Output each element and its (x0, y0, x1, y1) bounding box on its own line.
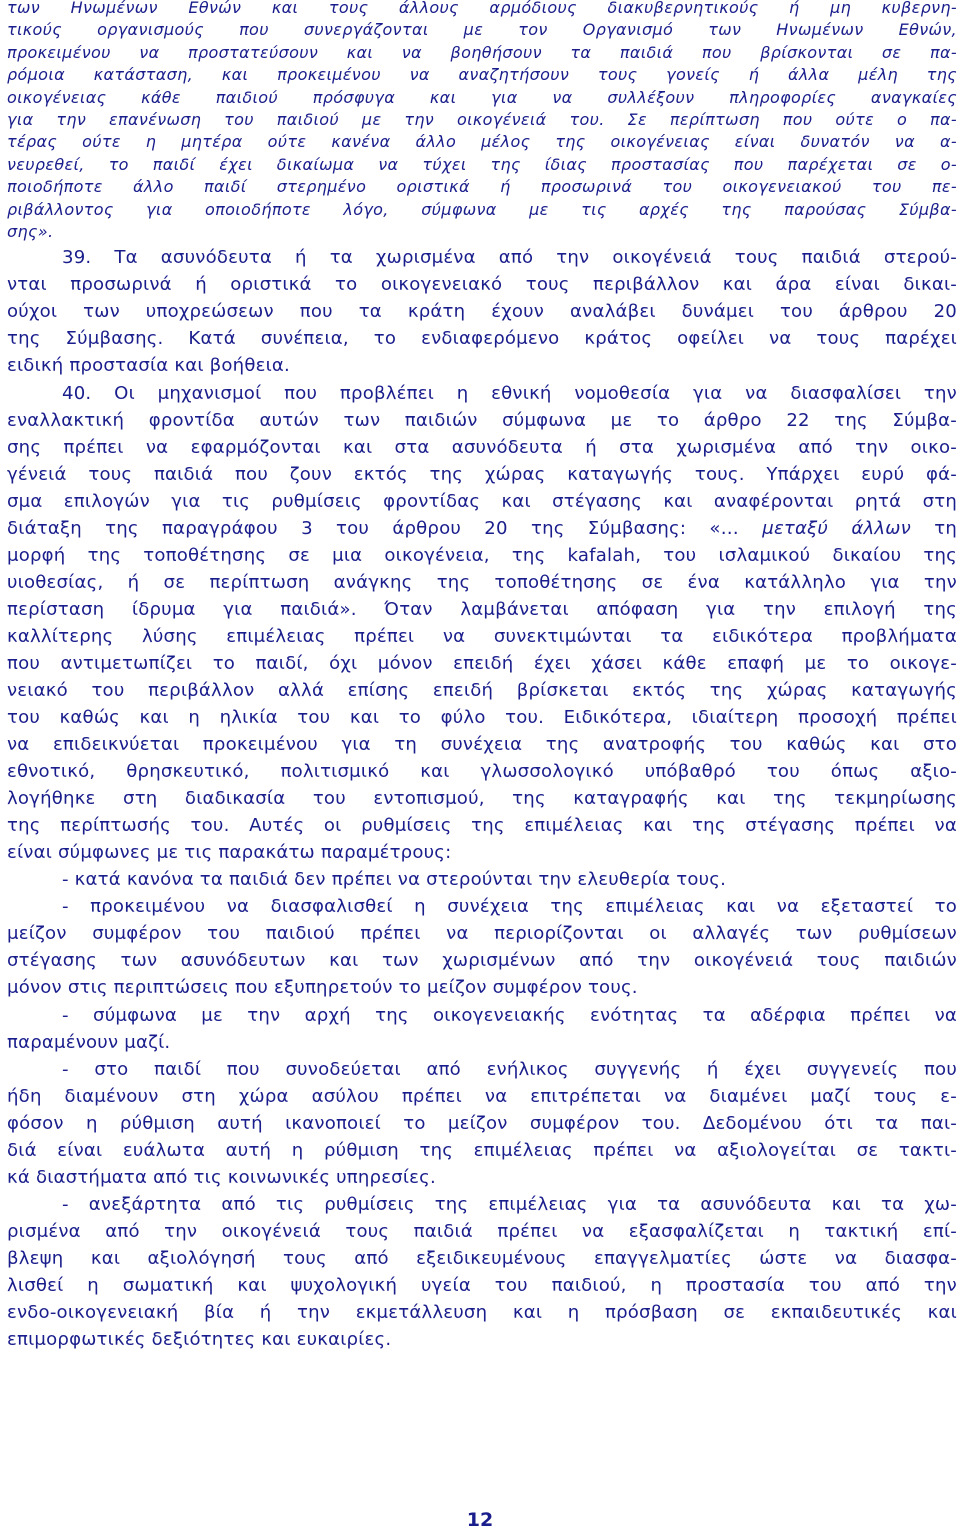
paragraph-40-line: νειακό του περιβάλλον αλλά επίσης επειδή βρίσκεται εκτός της χώρας καταγωγής (7, 680, 957, 701)
paragraph-40-line: εναλλακτική φροντίδα αυτών των παιδιών σύμφωνα με το άρθρο 22 της Σύμβα- (7, 410, 957, 431)
bullet-item-line: φόσον η ρύθμιση αυτή ικανοποιεί το μείζον συμφέρον του. Δεδομένου ότι τα παι- (7, 1113, 957, 1134)
quote-line: προκειμένου να προστατεύσουν και να βοηθήσουν τα παιδιά που βρίσκονται σε πα- (7, 43, 957, 62)
paragraph-40-line: λογήθηκε στη διαδικασία του εντοπισμού, της καταγραφής και της τεκμηρίωσης (7, 788, 957, 809)
paragraph-40-line: υιοθεσίας, ή σε περίπτωση ανάγκης της τοποθέτησης σε ένα κατάλληλο για την (7, 572, 957, 593)
paragraph-40-line: του καθώς και η ηλικία του και το φύλο του. Ειδικότερα, ιδιαίτερη προσοχή πρέπει (7, 707, 957, 728)
quote-line: ριβάλλοντος για οποιοδήποτε λόγο, σύμφωνα με τις αρχές της παρούσας Σύμβα- (7, 200, 957, 219)
bullet-item-line: διά είναι ευάλωτα αυτή η ρύθμιση της επιμέλειας πρέπει να αξιολογείται σε τακτι- (7, 1140, 957, 1161)
paragraph-40-line: μορφή της τοποθέτησης σε μια οικογένεια, της kafalah, του ισλαμικού δικαίου της (7, 545, 957, 566)
quote-line: σης». (7, 222, 54, 241)
quote-line: τικούς οργανισμούς που συνεργάζονται με τον Οργανισμό των Ηνωμένων Εθνών, (7, 20, 957, 39)
bullet-item-line: ήδη διαμένουν στη χώρα ασύλου πρέπει να επιτρέπεται να διαμένει μαζί τους ε- (7, 1086, 957, 1107)
quote-line: ρόμοια κατάσταση, και προκειμένου να αναζητήσουν τους γονείς ή άλλα μέλη της (7, 65, 957, 84)
bullet-item-line: λισθεί η σωματική και ψυχολογική υγεία του παιδιού, η προστασία του από την (7, 1275, 957, 1296)
bullet-item-line: παραμένουν μαζί. (7, 1032, 171, 1053)
quote-line: τέρας ούτε η μητέρα ούτε κανένα άλλο μέλος της οικογένειας είναι δυνατόν να α- (7, 132, 957, 151)
paragraph-40-line: είναι σύμφωνες με τις παρακάτω παραμέτρους: (7, 842, 452, 863)
quote-line: οικογένειας κάθε παιδιού πρόσφυγα και για να συλλέξουν πληροφορίες αναγκαίες (7, 88, 957, 107)
bullet-item: - στο παιδί που συνοδεύεται από ενήλικος συγγενής ή έχει συγγενείς που (62, 1059, 957, 1080)
paragraph-40-line: να επιδεικνύεται προκειμένου για τη συνέχεια της ανατροφής του καθώς και στο (7, 734, 957, 755)
paragraph-40-line: καλλίτερης λύσης επιμέλειας πρέπει να συνεκτιμώνται τα ειδικότερα προβλήματα (7, 626, 957, 647)
paragraph-39-line: 39. Τα ασυνόδευτα ή τα χωρισμένα από την οικογένειά τους παιδιά στερού- (62, 247, 957, 268)
paragraph-40-line: σμα επιλογών για τις ρυθμίσεις φροντίδας και στέγασης και αναφέρονται ρητά στη (7, 491, 957, 512)
bullet-item-line: επιμορφωτικές δεξιότητες και ευκαιρίες. (7, 1329, 392, 1350)
paragraph-40-line: που αντιμετωπίζει το παιδί, όχι μόνον επειδή έχει χάσει κάθε επαφή με το οικογε- (7, 653, 957, 674)
bullet-item: - κατά κανόνα τα παιδιά δεν πρέπει να στερούνται την ελευθερία τους. (62, 869, 727, 890)
bullet-item: - προκειμένου να διασφαλισθεί η συνέχεια της επιμέλειας και να εξεταστεί το (62, 896, 957, 917)
paragraph-39-line: της Σύμβασης. Κατά συνέπεια, το ενδιαφερόμενο κράτος οφείλει να τους παρέχει (7, 328, 957, 349)
bullet-item-line: μόνον στις περιπτώσεις που εξυπηρετούν το μείζον συμφέρον τους. (7, 977, 638, 998)
paragraph-40-line: της περίπτωσής του. Αυτές οι ρυθμίσεις της επιμέλειας και της στέγασης πρέπει να (7, 815, 957, 836)
bullet-item-line: κά διαστήματα από τις κοινωνικές υπηρεσίες. (7, 1167, 436, 1188)
quote-line: για την επανένωση του παιδιού με την οικογένειά του. Σε περίπτωση που ούτε ο πα- (7, 110, 957, 129)
quote-line: νευρεθεί, το παιδί έχει δικαίωμα να τύχει της ίδιας προστασίας που παρέχεται σε ο- (7, 155, 957, 174)
paragraph-40-line: διάταξη της παραγράφου 3 του άρθρου 20 της Σύμβασης: «… μεταξύ άλλων τη (7, 518, 957, 539)
page-number: 12 (466, 1509, 494, 1531)
paragraph-40-line: εθνοτικό, θρησκευτικό, πολιτισμικό και γλωσσολογικό υπόβαθρό του όπως αξιο- (7, 761, 957, 782)
bullet-item: - σύμφωνα με την αρχή της οικογενειακής ενότητας τα αδέρφια πρέπει να (62, 1005, 957, 1026)
paragraph-40-line: 40. Οι μηχανισμοί που προβλέπει η εθνική νομοθεσία για να διασφαλίσει την (62, 383, 957, 404)
quote-line: ποιοδήποτε άλλο παιδί στερημένο οριστικά ή προσωρινά του οικογενειακού του πε- (7, 177, 957, 196)
paragraph-39-line: νται προσωρινά ή οριστικά το οικογενειακό τους περιβάλλον και άρα είναι δικαι- (7, 274, 957, 295)
italic-phrase: μεταξύ άλλων (762, 518, 911, 539)
bullet-item-line: στέγασης των ασυνόδευτων και των χωρισμένων από την οικογένειά τους παιδιών (7, 950, 957, 971)
paragraph-40-line: γένειά τους παιδιά που ζουν εκτός της χώρας καταγωγής τους. Υπάρχει ευρύ φά- (7, 464, 957, 485)
paragraph-39-line: ούχοι των υποχρεώσεων που τα κράτη έχουν αναλάβει δυνάμει του άρθρου 20 (7, 301, 957, 322)
bullet-item-line: ρισμένα από την οικογένειά τους παιδιά πρέπει να εξασφαλίζεται η τακτική επί- (7, 1221, 957, 1242)
bullet-item: - ανεξάρτητα από τις ρυθμίσεις της επιμέλειας για τα ασυνόδευτα και τα χω- (62, 1194, 957, 1215)
bullet-item-line: βλεψη και αξιολόγησή τους από εξειδικευμένους επαγγελματίες ώστε να διασφα- (7, 1248, 957, 1269)
paragraph-39-line: ειδική προστασία και βοήθεια. (7, 355, 290, 376)
paragraph-40-line: περίσταση ίδρυμα για παιδιά». Όταν λαμβάνεται απόφαση για την επιλογή της (7, 599, 957, 620)
bullet-item-line: ενδο-οικογενειακή βία ή την εκμετάλλευση και η πρόσβαση σε εκπαιδευτικές και (7, 1302, 957, 1323)
quote-line: των Ηνωμένων Εθνών και τους άλλους αρμόδιους διακυβερνητικούς ή μη κυβερνη- (7, 0, 957, 17)
bullet-item-line: μείζον συμφέρον του παιδιού πρέπει να περιορίζονται οι αλλαγές των ρυθμίσεων (7, 923, 957, 944)
paragraph-40-line: σης πρέπει να εφαρμόζονται και στα ασυνόδευτα ή στα χωρισμένα από την οικο- (7, 437, 957, 458)
